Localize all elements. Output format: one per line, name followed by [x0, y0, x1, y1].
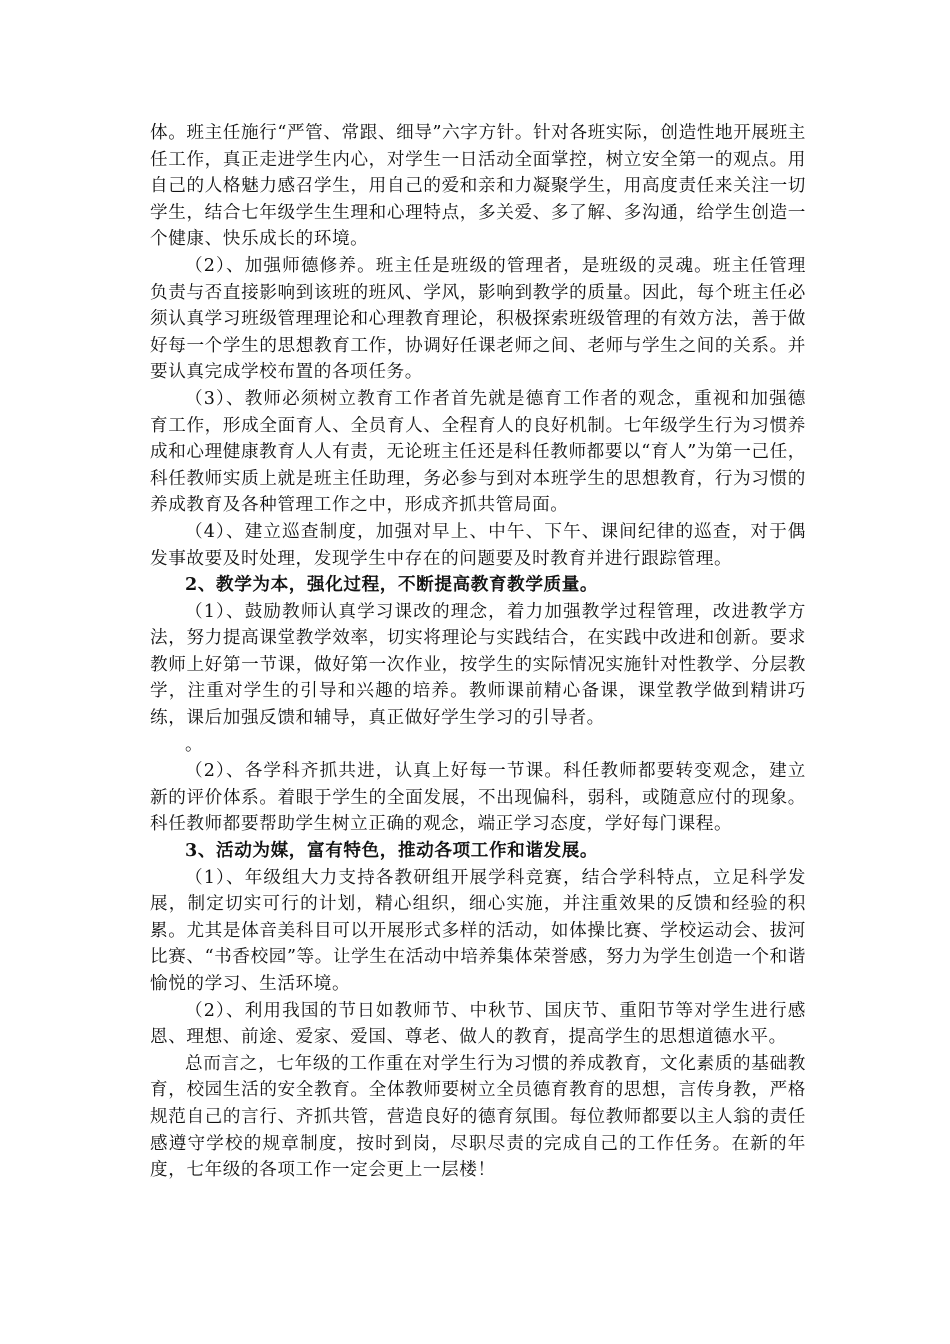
paragraph-conclusion: 总而言之，七年级的工作重在对学生行为习惯的养成教育，文化素质的基础教育，校园生活的安全教育。全体教师要树立全员德育教育的思想，言传身教，严格规范自己的言行、齐抓共管，营造良好的德育氛围。每位教师都要以主人翁的责任感遵守学校的规章制度，按时到岗，尽职尽责的完成自己的工作任务。在新的年度，七年级的各项工作一定会更上一层楼！	[150, 1053, 806, 1181]
section-heading-activities: 3、活动为媒，富有特色，推动各项工作和谐发展。	[185, 840, 599, 862]
section-heading-teaching: 2、教学为本，强化过程，不断提高教育教学质量。	[185, 574, 599, 596]
paragraph-patrol-system: （4）、建立巡查制度，加强对早上、中午、下午、课间纪律的巡查，对于偶发事故要及时处理，发现学生中存在的问题要及时教育并进行跟踪管理。	[150, 521, 806, 569]
stray-period: 。	[185, 734, 203, 755]
paragraph-festival-education: （2）、利用我国的节日如教师节、中秋节、国庆节、重阳节等对学生进行感恩、理想、前途、爱家、爱国、尊老、做人的教育，提高学生的思想道德水平。	[150, 1000, 806, 1048]
paragraph-moral-education: （3）、教师必须树立教育工作者首先就是德育工作者的观念，重视和加强德育工作，形成全面育人、全员育人、全程育人的良好机制。七年级学生行为习惯养成和心理健康教育人人有责，无论班主任还是科任教师都要以“育人”为第一己任，科任教师实质上就是班主任助理，务必参与到对本班学生的思想教育，行为习惯的养成教育及各种管理工作之中，形成齐抓共管局面。	[150, 388, 806, 516]
document-page	[150, 120, 806, 1184]
paragraph-curriculum-reform: （1）、鼓励教师认真学习课改的理念，着力加强教学过程管理，改进教学方法，努力提高课堂教学效率，切实将理论与实践结合，在实践中改进和创新。要求教师上好第一节课，做好第一次作业，按学生的实际情况实施针对性教学、分层教学，注重对学生的引导和兴趣的培养。教师课前精心备课，课堂教学做到精讲巧练，课后加强反馈和辅导，真正做好学生学习的引导者。	[150, 601, 806, 729]
paragraph-all-subjects: （2）、各学科齐抓共进，认真上好每一节课。科任教师都要转变观念，建立新的评价体系。着眼于学生的全面发展，不出现偏科，弱科，或随意应付的现象。科任教师都要帮助学生树立正确的观念，端正学习态度，学好每门课程。	[150, 761, 806, 835]
paragraph-class-teacher-policy: 体。班主任施行“严管、常跟、细导”六字方针。针对各班实际，创造性地开展班主任工作，真正走进学生内心，对学生一日活动全面掌控，树立安全第一的观点。用自己的人格魅力感召学生，用自己的爱和亲和力凝聚学生，用高度责任来关注一切学生，结合七年级学生生理和心理特点，多关爱、多了解、多沟通，给学生创造一个健康、快乐成长的环境。	[150, 123, 806, 250]
paragraph-teacher-ethics: （2）、加强师德修养。班主任是班级的管理者，是班级的灵魂。班主任管理负责与否直接影响到该班的班风、学风，影响到教学的质量。因此，每个班主任必须认真学习班级管理理论和心理教育理论，积极探索班级管理的有效方法，善于做好每一个学生的思想教育工作，协调好任课老师之间、老师与学生之间的关系。并要认真完成学校布置的各项任务。	[150, 255, 806, 383]
paragraph-subject-competitions: （1）、年级组大力支持各教研组开展学科竞赛，结合学科特点，立足科学发展，制定切实可行的计划，精心组织，细心实施，并注重效果的反馈和经验的积累。尤其是体音美科目可以开展形式多样的活动，如体操比赛、学校运动会、拔河比赛、“书香校园”等。让学生在活动中培养集体荣誉感，努力为学生创造一个和谐愉悦的学习、生活环境。	[150, 867, 806, 994]
